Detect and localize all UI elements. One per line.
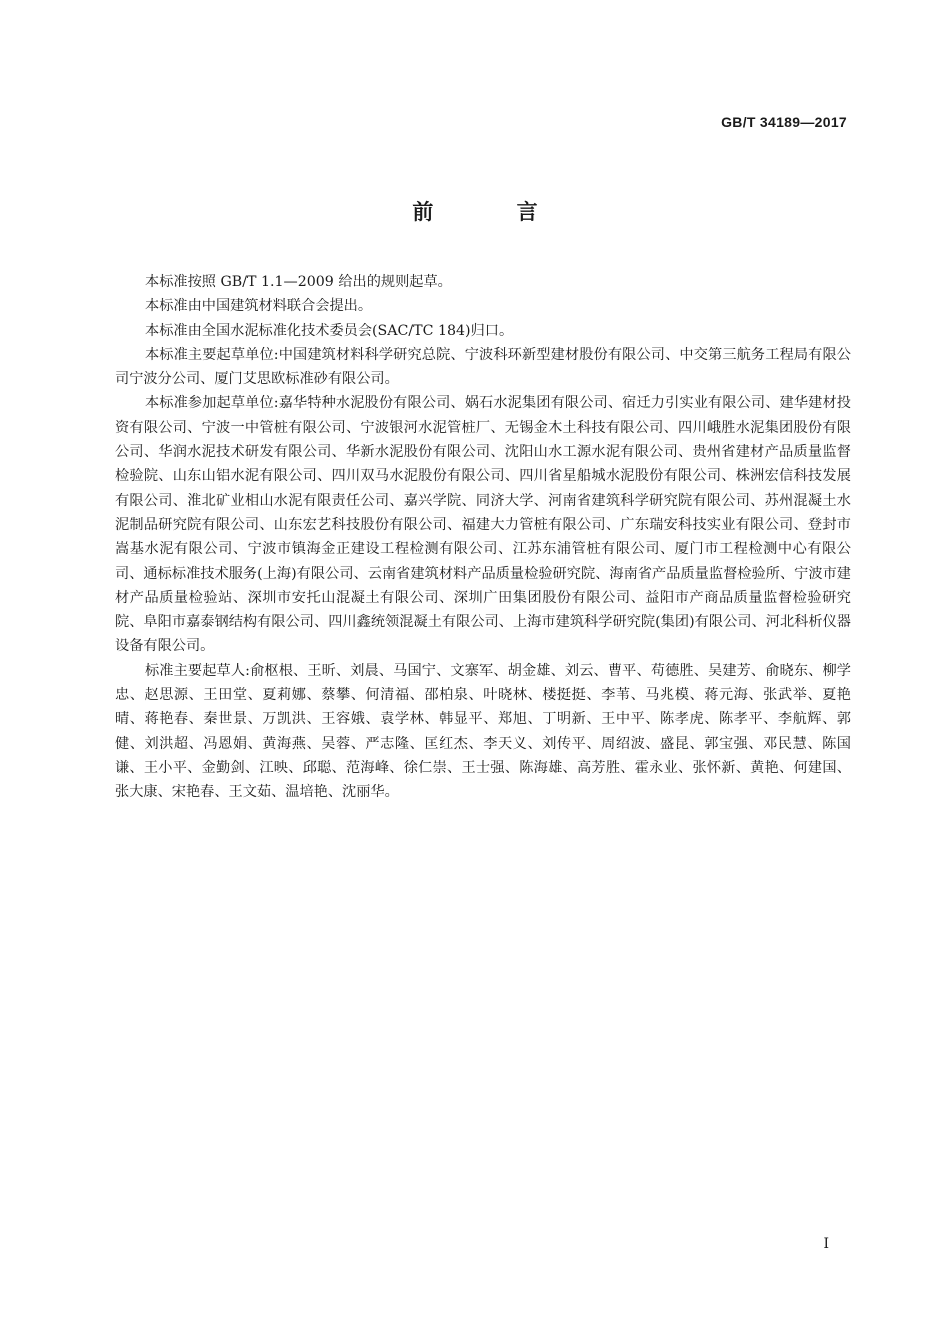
paragraph-main-drafting-units: 本标准主要起草单位:中国建筑材料科学研究总院、宁波科环新型建材股份有限公司、中交第三航务工程局有限公司宁波分公司、厦门艾思欧标准砂有限公司。 <box>115 346 851 388</box>
paragraph-participating-units: 本标准参加起草单位:嘉华特种水泥股份有限公司、娲石水泥集团有限公司、宿迁力引实业有限公司、建华建材投资有限公司、宁波一中管桩有限公司、宁波银河水泥管桩厂、无锡金木土科技有限公司、四川峨胜水泥集团股份有限公司、华润水泥技术研发有限公司、华新水泥股份有限公司、沈阳山水工源水泥有限公司、贵州省建材产品质量监督检验院、山东山铝水泥有限公司、四川双马水泥股份有限公司、四川省星船城水泥股份有限公司、株洲宏信科技发展有限公司、淮北矿业相山水泥有限责任公司、嘉兴学院、同济大学、河南省建筑科学研究院有限公司、苏州混凝土水泥制品研究院有限公司、山东宏艺科技股份有限公司、福建大力管桩有限公司、广东瑞安科技实业有限公司、登封市嵩基水泥有限公司、宁波市镇海金正建设工程检测有限公司、江苏东浦管桩有限公司、厦门市工程检测中心有限公司、通标标准技术服务(上海)有限公司、云南省建筑材料产品质量检验研究院、海南省产品质量监督检验所、宁波市建材产品质量检验站、深圳市安托山混凝土有限公司、深圳广田集团股份有限公司、益阳市产商品质量监督检验研究院、阜阳市嘉泰钢结构有限公司、四川鑫统领混凝土有限公司、上海市建筑科学研究院(集团)有限公司、河北科析仪器设备有限公司。 <box>115 395 851 655</box>
paragraph-committee: 本标准由全国水泥标准化技术委员会(SAC/TC 184)归口。 <box>145 322 514 339</box>
page-number: I <box>823 1236 829 1252</box>
paragraph-main-drafters: 标准主要起草人:俞枢根、王昕、刘晨、马国宁、文寨军、胡金雄、刘云、曹平、苟德胜、吴建芳、俞晓东、柳学忠、赵思源、王田堂、夏莉娜、蔡攀、何清福、邵柏泉、叶晓林、楼挺挺、李苇、马兆模、蒋元海、张武举、夏艳晴、蒋艳春、秦世景、万凯洪、王容娥、袁学林、韩显平、郑旭、丁明新、王中平、陈孝虎、陈孝平、李航辉、郭健、刘洪超、冯恩娟、黄海燕、吴蓉、严志隆、匡红杰、李天义、刘传平、周绍波、盛昆、郭宝强、邓民慧、陈国谦、王小平、金勤剑、江映、邱聪、范海峰、徐仁崇、王士强、陈海雄、高芳胜、霍永业、张怀新、黄艳、何建国、张大康、宋艳春、王文茹、温培艳、沈丽华。 <box>115 662 851 801</box>
foreword-body <box>115 270 851 805</box>
standard-number: GB/T 34189—2017 <box>721 114 847 130</box>
paragraph-drafting-rules: 本标准按照 GB/T 1.1—2009 给出的规则起草。 <box>145 274 452 290</box>
section-title: 前 言 <box>412 200 576 224</box>
paragraph-proposer: 本标准由中国建筑材料联合会提出。 <box>145 298 373 315</box>
